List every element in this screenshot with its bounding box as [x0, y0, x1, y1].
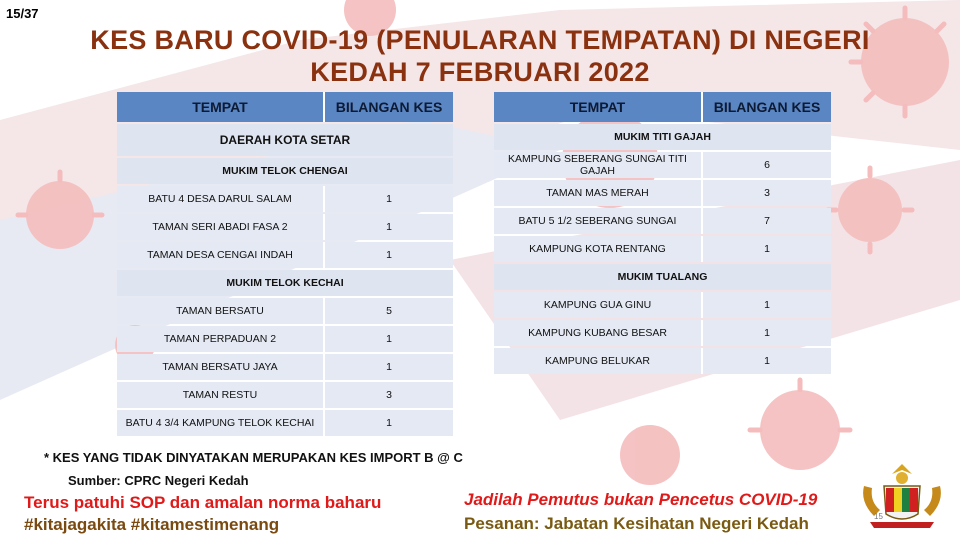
count-cell: 1 [701, 292, 831, 318]
slogan-pemutus: Jadilah Pemutus bukan Pencetus COVID-19 [464, 490, 818, 509]
count-cell: 5 [323, 298, 453, 324]
slogan-hashtags: #kitajagakita #kitamestimenang [24, 515, 280, 534]
page-title [0, 24, 960, 88]
table-header-row [494, 92, 831, 122]
place-cell: KAMPUNG KOTA RENTANG [494, 236, 701, 262]
cases-table-right [494, 90, 831, 376]
count-cell: 1 [701, 320, 831, 346]
slogan-left [24, 492, 381, 536]
slogan-pesanan: Pesanan: Jabatan Kesihatan Negeri Kedah [464, 514, 809, 533]
title-line-2: KEDAH 7 FEBRUARI 2022 [310, 57, 650, 87]
mukim-name: MUKIM TITI GAJAH [494, 124, 831, 150]
mukim-name: MUKIM TELOK CHENGAI [117, 158, 453, 184]
place-cell: KAMPUNG GUA GINU [494, 292, 701, 318]
mukim-row [117, 270, 453, 296]
mukim-row [494, 264, 831, 290]
table-row [494, 348, 831, 374]
mukim-name: MUKIM TUALANG [494, 264, 831, 290]
place-cell: KAMPUNG KUBANG BESAR [494, 320, 701, 346]
place-cell: TAMAN BERSATU [117, 298, 323, 324]
place-cell: BATU 4 3/4 KAMPUNG TELOK KECHAI [117, 410, 323, 436]
place-cell: TAMAN RESTU [117, 382, 323, 408]
place-cell: BATU 5 1/2 SEBERANG SUNGAI [494, 208, 701, 234]
table-row [117, 186, 453, 212]
slogan-sop: Terus patuhi SOP dan amalan norma baharu [24, 493, 382, 512]
district-row [117, 124, 453, 156]
count-cell: 1 [323, 242, 453, 268]
count-cell: 1 [323, 354, 453, 380]
column-header-count: BILANGAN KES [701, 92, 831, 122]
column-header-count: BILANGAN KES [323, 92, 453, 122]
district-name: DAERAH KOTA SETAR [117, 124, 453, 156]
slogan-right [464, 488, 817, 536]
place-cell: KAMPUNG BELUKAR [494, 348, 701, 374]
place-cell: KAMPUNG SEBERANG SUNGAI TITI GAJAH [494, 152, 701, 178]
place-cell: TAMAN DESA CENGAI INDAH [117, 242, 323, 268]
title-line-1: KES BARU COVID-19 (PENULARAN TEMPATAN) DI NEGERI [90, 25, 870, 55]
mukim-row [117, 158, 453, 184]
count-cell: 1 [323, 326, 453, 352]
table-row [117, 410, 453, 436]
source-text: Sumber: CPRC Negeri Kedah [68, 473, 249, 488]
table-row [494, 320, 831, 346]
page-number: 15/37 [6, 6, 39, 21]
place-cell: TAMAN BERSATU JAYA [117, 354, 323, 380]
slide-footer-number: 15 [874, 512, 883, 521]
table-row [117, 354, 453, 380]
count-cell: 1 [701, 236, 831, 262]
table-row [117, 214, 453, 240]
table-row [117, 382, 453, 408]
count-cell: 1 [323, 214, 453, 240]
place-cell: TAMAN PERPADUAN 2 [117, 326, 323, 352]
count-cell: 7 [701, 208, 831, 234]
table-row [494, 180, 831, 206]
place-cell: TAMAN SERI ABADI FASA 2 [117, 214, 323, 240]
table-row [117, 298, 453, 324]
import-case-note: * KES YANG TIDAK DINYATAKAN MERUPAKAN KES IMPORT B @ C [44, 450, 463, 465]
place-cell: TAMAN MAS MERAH [494, 180, 701, 206]
place-cell: BATU 4 DESA DARUL SALAM [117, 186, 323, 212]
count-cell: 1 [323, 410, 453, 436]
count-cell: 3 [701, 180, 831, 206]
table-row [117, 242, 453, 268]
table-row [494, 208, 831, 234]
column-header-place: TEMPAT [117, 92, 323, 122]
cases-table-left [117, 90, 453, 438]
table-row [494, 292, 831, 318]
count-cell: 6 [701, 152, 831, 178]
mukim-name: MUKIM TELOK KECHAI [117, 270, 453, 296]
table-row [117, 326, 453, 352]
count-cell: 1 [323, 186, 453, 212]
kedah-crest [856, 458, 948, 532]
count-cell: 3 [323, 382, 453, 408]
table-row [494, 152, 831, 178]
column-header-place: TEMPAT [494, 92, 701, 122]
table-header-row [117, 92, 453, 122]
count-cell: 1 [701, 348, 831, 374]
table-row [494, 236, 831, 262]
mukim-row [494, 124, 831, 150]
